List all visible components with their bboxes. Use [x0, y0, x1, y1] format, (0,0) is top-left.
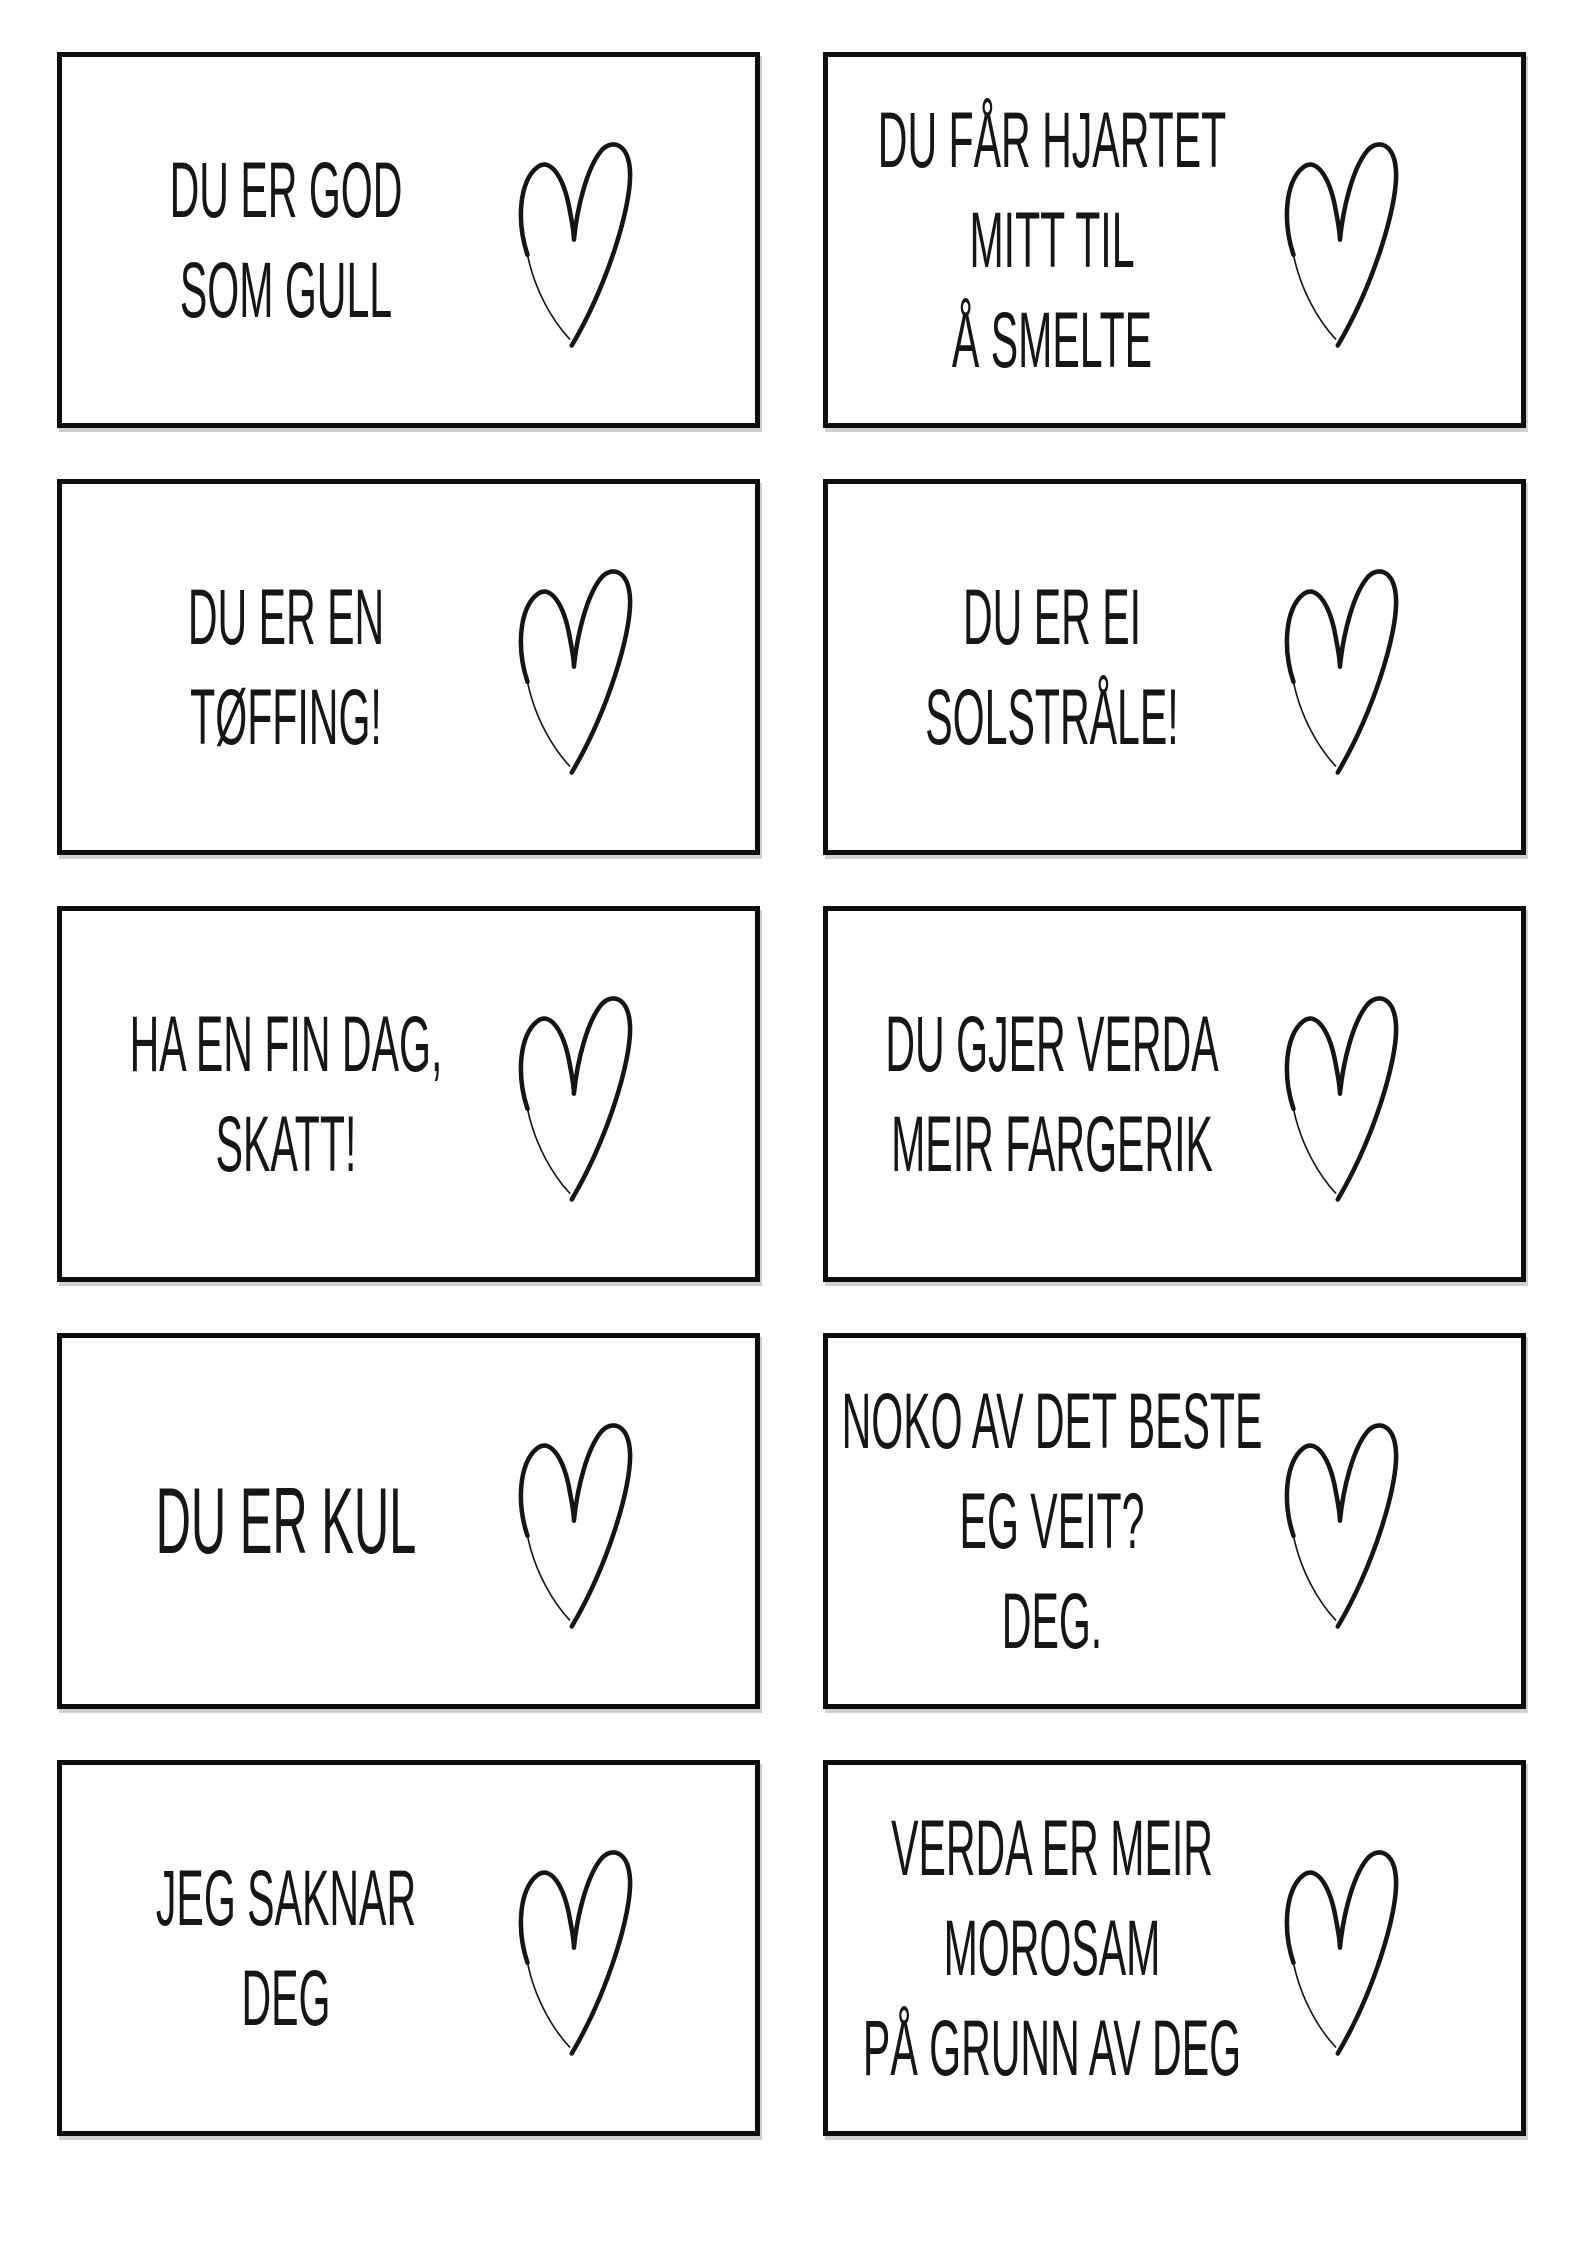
card-heart-zone [510, 1338, 755, 1704]
card-noko-av-det-beste-eg-veit-deg [823, 1333, 1526, 1709]
card-jeg-saknar-deg [57, 1760, 760, 2136]
heart-icon [510, 136, 640, 352]
card-text-zone [62, 1338, 510, 1704]
card-verda-er-meir-morosam-pa-grunn-av-deg [823, 1760, 1526, 2136]
heart-icon [510, 1417, 640, 1633]
card-du-er-ei-solstrale [823, 479, 1526, 855]
card-heart-zone [1276, 911, 1521, 1277]
card-text-line: SKATT! [215, 1099, 357, 1188]
card-text-line: PÅ GRUNN AV DEG [862, 2003, 1242, 2092]
card-text-line: Å SMELTE [951, 295, 1153, 384]
card-text-line: JEG SAKNAR [155, 1853, 417, 1942]
heart-icon [510, 990, 640, 1206]
heart-icon [510, 1844, 640, 2060]
card-text-line: DU ER EI [962, 572, 1142, 661]
heart-icon [1276, 990, 1406, 1206]
card-heart-zone [1276, 1765, 1521, 2131]
card-text-line: MEIR FARGERIK [891, 1099, 1213, 1188]
card-text-zone [828, 1765, 1276, 2131]
card-du-far-hjartet-mitt-til-a-smelte [823, 52, 1526, 428]
card-message [823, 1371, 1286, 1671]
card-message [57, 567, 520, 767]
card-heart-zone [1276, 57, 1521, 423]
card-text-line: DU FÅR HJARTET [877, 95, 1227, 184]
card-text-line: NOKO AV DET BESTE [841, 1376, 1263, 1465]
card-message [823, 90, 1286, 390]
card-message [823, 567, 1286, 767]
card-text-line: DU ER GOD [169, 145, 403, 234]
card-text-line: MOROSAM [943, 1903, 1161, 1992]
card-heart-zone [1276, 1338, 1521, 1704]
card-text-zone [828, 911, 1276, 1277]
heart-icon [1276, 1844, 1406, 2060]
card-du-er-kul [57, 1333, 760, 1709]
card-du-gjer-verda-meir-fargerik [823, 906, 1526, 1282]
card-ha-en-fin-dag-skatt [57, 906, 760, 1282]
card-heart-zone [510, 57, 755, 423]
card-message [57, 994, 520, 1194]
card-text-zone [828, 484, 1276, 850]
card-text-line: SOM GULL [179, 245, 393, 334]
card-text-line: DEG. [1001, 1576, 1103, 1665]
card-text-line: VERDA ER MEIR [891, 1803, 1213, 1892]
card-heart-zone [510, 911, 755, 1277]
card-heart-zone [1276, 484, 1521, 850]
card-text-line: TØFFING! [190, 672, 382, 761]
card-message [823, 994, 1286, 1194]
heart-icon [1276, 563, 1406, 779]
card-heart-zone [510, 484, 755, 850]
card-text-line: SOLSTRÅLE! [925, 672, 1179, 761]
heart-icon [510, 563, 640, 779]
card-message [57, 1848, 520, 2048]
card-text-line: DU ER KUL [155, 1468, 417, 1573]
card-text-zone [62, 1765, 510, 2131]
card-text-line: DU GJER VERDA [885, 999, 1219, 1088]
card-text-zone [828, 57, 1276, 423]
card-message [823, 1798, 1286, 2098]
heart-icon [1276, 136, 1406, 352]
card-message [57, 1466, 520, 1576]
card-text-line: DEG [241, 1953, 331, 2042]
card-text-zone [62, 57, 510, 423]
card-text-line: HA EN FIN DAG, [129, 999, 443, 1088]
card-text-line: DU ER EN [187, 572, 385, 661]
card-text-zone [62, 484, 510, 850]
card-du-er-god-som-gull [57, 52, 760, 428]
card-text-zone [62, 911, 510, 1277]
card-text-line: MITT TIL [969, 195, 1135, 284]
card-text-zone [828, 1338, 1276, 1704]
card-heart-zone [510, 1765, 755, 2131]
card-text-line: EG VEIT? [959, 1476, 1145, 1565]
heart-icon [1276, 1417, 1406, 1633]
card-message [57, 140, 520, 340]
card-du-er-en-toffing [57, 479, 760, 855]
